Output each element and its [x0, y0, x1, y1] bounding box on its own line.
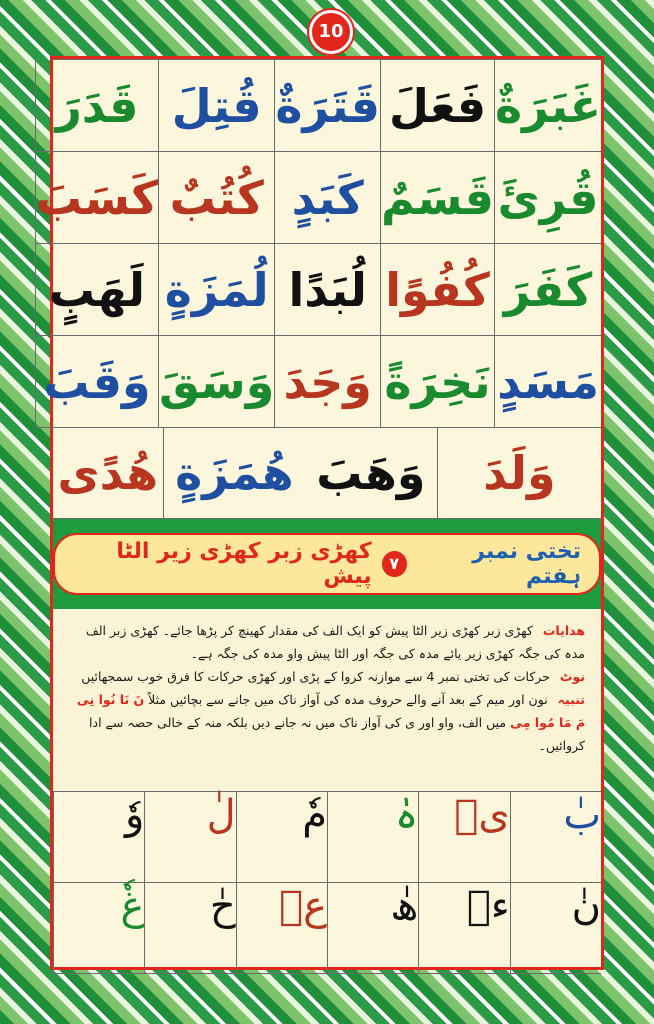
word-cell: نَخِرَةً [380, 336, 494, 428]
word-cell: لُبَدًا [274, 244, 380, 336]
letter-cell: عٖ [236, 883, 327, 974]
word-row-5 [53, 427, 601, 519]
word-cell: قُتِلَ [158, 60, 274, 152]
instructions-box [53, 609, 601, 789]
content-panel [35, 56, 604, 970]
word-cell: كَبَدٍ [274, 152, 380, 244]
warning-text-2: میں الف، واو اور ی کی آواز ناک میں نہ جانے دیں بلکہ منہ کے خالی حصہ سے ادا کروائیں۔ [89, 715, 585, 753]
word-cell: فَعَلَ [380, 60, 494, 152]
word-cell: قَدَرَ [35, 60, 158, 152]
word-cell: قَتَرَةٌ [274, 60, 380, 152]
warning-examples: نَ نَا نُوا نِی مَ مَا مُوا مِی [76, 692, 585, 730]
hidayat-text: کھڑی زبر کھڑی زیر الٹا پیش کو ایک الف کی مقدار کھینچ کر پڑھا جائے۔ کھڑی زبر الف مدہ کی جگہ کھڑی زیر یائے مدہ کی جگہ اور الٹا پیش واو مدہ کی جگہ ہے۔ [85, 623, 585, 661]
note-tag: نوٹ [559, 669, 585, 684]
warning-text: نون اور میم کے بعد آنے والے حروف مدہ کی آواز ناک میں جانے سے بچائیں مثلاً [148, 692, 548, 707]
letter-cell: لٰ [144, 792, 235, 883]
letter-cell: غٗ [53, 883, 144, 974]
note-paragraph [69, 665, 585, 688]
letter-cell: یٖ [418, 792, 509, 883]
letter-grid [53, 791, 601, 974]
letter-cell: وٗ [53, 792, 144, 883]
word-cell: كَفَرَ [494, 244, 601, 336]
letter-cell: ءٖ [418, 883, 509, 974]
hidayat-tag: هدایات [542, 623, 585, 638]
word-cell: كُتُبٌ [158, 152, 274, 244]
letter-cell: مٗ [236, 792, 327, 883]
lesson-banner [53, 519, 601, 609]
lesson-number-badge: ۷ [382, 551, 407, 577]
word-cell: لَهَبٍ [35, 244, 158, 336]
word-cell: كُفُوًا [380, 244, 494, 336]
warning-paragraph [69, 688, 585, 757]
word-cell: لُمَزَةٍ [158, 244, 274, 336]
hidayat-paragraph [69, 619, 585, 665]
lesson-title: کھڑی زبر کھڑی زیر الٹا پیش [116, 539, 372, 589]
letter-cell: ہٰ [327, 792, 418, 883]
word-grid [35, 59, 601, 428]
word-cell: مَسَدٍ [494, 336, 601, 428]
letter-cell: حٰ [144, 883, 235, 974]
word-cell: هُمَزَةٍ [163, 427, 305, 518]
letter-cell: نٰ [510, 883, 601, 974]
word-cell: غَبَرَةٌ [494, 60, 601, 152]
word-cell: هُدًى [57, 445, 159, 500]
word-cell: وَقَبَ [35, 336, 158, 428]
word-cell: قُرِئَ [494, 152, 601, 244]
word-cell: وَهَبَ [316, 445, 426, 500]
word-cell: وَلَدَ [437, 427, 601, 518]
warning-tag: تنبیہ [557, 692, 585, 707]
word-cell: كَسَبَ [35, 152, 158, 244]
note-text: حرکات کی تختی نمبر 4 سے موازنہ کروا کے پڑی اور کھڑی حرکات کا فرق خوب سمجھائیں [81, 669, 550, 684]
word-cell: قَسَمٌ [380, 152, 494, 244]
page-number-badge: 10 [309, 10, 353, 54]
letter-cell: بٰ [510, 792, 601, 883]
word-cell: وَسَقَ [158, 336, 274, 428]
word-cell: وَجَدَ [274, 336, 380, 428]
banner-pill [53, 533, 601, 595]
letter-cell: ھٰ [327, 883, 418, 974]
lesson-label: تختی نمبر ہفتم [472, 539, 581, 589]
